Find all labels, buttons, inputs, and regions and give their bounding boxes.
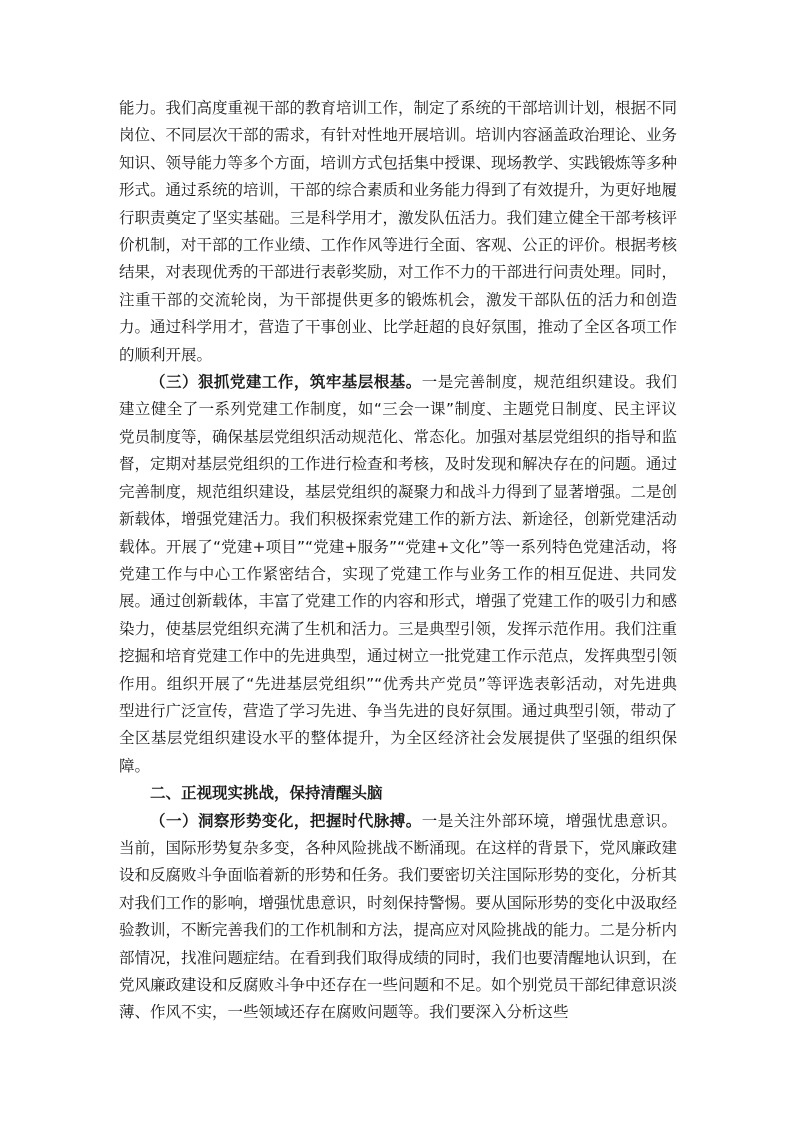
paragraph-cadre-training [119, 95, 677, 369]
chapter-heading-2 [119, 780, 677, 807]
section-heading-1: （一）洞察形势变化，把握时代脉搏。 [150, 811, 422, 830]
paragraph-party-building [119, 369, 677, 780]
document-body [119, 95, 677, 1027]
paragraph-text: 一是关注外部环境，增强忧患意识。当前，国际形势复杂多变，各种风险挑战不断涌现。在这样的背景下，党风廉政建设和反腐败斗争面临着新的形势和任务。我们要密切关注国际形势的变化，分析其对我们工作的影响，增强忧患意识，时刻保持警惕。要从国际形势的变化中汲取经验教训，不断完善我们的工作机制和方法，提高应对风险挑战的能力。二是分析内部情况，找准问题症结。在看到我们取得成绩的同时，我们也要清醒地认识到，在党风廉政建设和反腐败斗争中还存在一些问题和不足。如个别党员干部纪律意识淡薄、作风不实，一些领域还存在腐败问题等。我们要深入分析这些 [119, 811, 678, 1022]
paragraph-situation-analysis [119, 808, 677, 1027]
chapter-heading-text: 二、正视现实挑战，保持清醒头脑 [150, 784, 383, 803]
section-heading-3: （三）狠抓党建工作，筑牢基层根基。 [150, 373, 422, 392]
paragraph-text: 一是完善制度，规范组织建设。我们建立健全了一系列党建工作制度，如“三会一课”制度、主题党日制度、民主评议党员制度等，确保基层党组织活动规范化、常态化。加强对基层党组织的指导和监督，定期对基层党组织的工作进行检查和考核，及时发现和解决存在的问题。通过完善制度，规范组织建设，基层党组织的凝聚力和战斗力得到了显著增强。二是创新载体，增强党建活力。我们积极探索党建工作的新方法、新途径，创新党建活动载体。开展了“党建+项目”“党建+服务”“党建+文化”等一系列特色党建活动，将党建工作与中心工作紧密结合，实现了党建工作与业务工作的相互促进、共同发展。通过创新载体，丰富了党建工作的内容和形式，增强了党建工作的吸引力和感染力，使基层党组织充满了生机和活力。三是典型引领，发挥示范作用。我们注重挖掘和培育党建工作中的先进典型，通过树立一批党建工作示范点，发挥典型引领作用。组织开展了“先进基层党组织”“优秀共产党员”等评选表彰活动，对先进典型进行广泛宣传，营造了学习先进、争当先进的良好氛围。通过典型引领，带动了全区基层党组织建设水平的整体提升，为全区经济社会发展提供了坚强的组织保障。 [119, 373, 678, 775]
paragraph-text: 能力。我们高度重视干部的教育培训工作，制定了系统的干部培训计划，根据不同岗位、不同层次干部的需求，有针对性地开展培训。培训内容涵盖政治理论、业务知识、领导能力等多个方面，培训方式包括集中授课、现场教学、实践锻炼等多种形式。通过系统的培训，干部的综合素质和业务能力得到了有效提升，为更好地履行职责奠定了坚实基础。三是科学用才，激发队伍活力。我们建立健全干部考核评价机制，对干部的工作业绩、工作作风等进行全面、客观、公正的评价。根据考核结果，对表现优秀的干部进行表彰奖励，对工作不力的干部进行问责处理。同时，注重干部的交流轮岗，为干部提供更多的锻炼机会，激发干部队伍的活力和创造力。通过科学用才，营造了干事创业、比学赶超的良好氛围，推动了全区各项工作的顺利开展。 [119, 99, 678, 364]
